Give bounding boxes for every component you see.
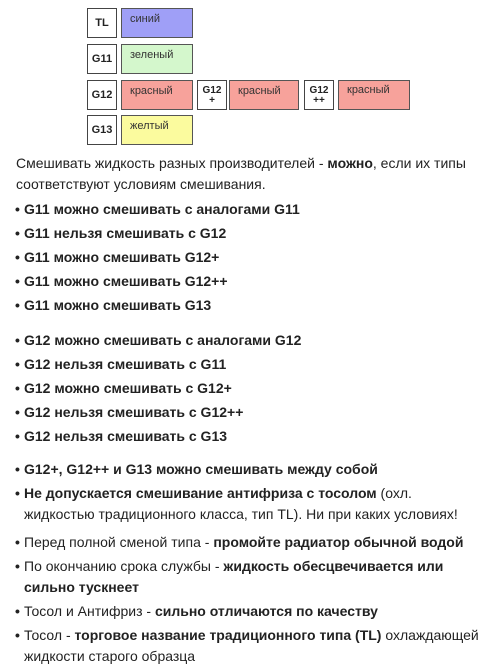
- note-bold: Не допускается смешивание антифриза с тосолом: [24, 485, 377, 501]
- list-item: • G12 можно смешивать с аналогами G12: [16, 328, 484, 352]
- list-item: [16, 625, 484, 667]
- tip-tail: охлаждающей жидкости старого образца: [24, 627, 479, 664]
- tips-list: [16, 532, 484, 667]
- color-swatch-yellow: желтый: [121, 115, 193, 145]
- tag-line-1: G12: [309, 84, 329, 96]
- intro-text: Смешивать жидкость разных производителей -: [16, 155, 328, 171]
- section-gap: [16, 317, 484, 328]
- g11-rules-list: [16, 197, 484, 317]
- tip-text: По окончанию срока службы -: [24, 558, 224, 574]
- tip-bold: сильно отличаются по качеству: [154, 603, 378, 619]
- type-tag-g12-plus-plus: [304, 80, 334, 110]
- coolant-legend: [0, 0, 490, 152]
- tag-line-1: G12: [202, 84, 222, 96]
- color-swatch-red-g12: красный: [121, 80, 193, 110]
- list-item: • G12 нельзя смешивать с G13: [16, 424, 484, 448]
- color-swatch-blue: синий: [121, 8, 193, 38]
- note-bold: G12+, G12++ и G13 можно смешивать между собой: [24, 461, 378, 477]
- list-item: • G12 нельзя смешивать с G12++: [16, 400, 484, 424]
- notes-list: [16, 459, 484, 525]
- tag-line-2: +: [209, 94, 215, 106]
- list-item: [16, 459, 484, 480]
- tip-bold: жидкость обесцвечивается или сильно тускнеет: [24, 558, 444, 595]
- tip-text: Тосол и Антифриз -: [24, 603, 155, 619]
- note-text: (охл. жидкостью традиционного класса, тип TL). Ни при каких условиях!: [24, 485, 458, 522]
- intro-bold: можно: [327, 155, 373, 171]
- intro-paragraph: [16, 153, 484, 195]
- list-item: [16, 556, 484, 598]
- mixing-rules-text: [16, 153, 484, 670]
- list-item: [16, 483, 484, 525]
- tag-line-2: ++: [313, 94, 325, 106]
- list-item: [16, 532, 484, 553]
- color-swatch-green: зеленый: [121, 44, 193, 74]
- list-item: • G11 можно смешивать с аналогами G11: [16, 197, 484, 221]
- tip-text: Тосол -: [24, 627, 75, 643]
- type-tag-g13: G13: [87, 115, 117, 145]
- list-item: • G11 можно смешивать G12+: [16, 245, 484, 269]
- type-tag-g11: G11: [87, 44, 117, 74]
- list-item: • G12 нельзя смешивать с G11: [16, 352, 484, 376]
- type-tag-tl: TL: [87, 8, 117, 38]
- section-gap: [16, 448, 484, 459]
- g12-rules-list: [16, 328, 484, 448]
- tip-text: Перед полной сменой типа -: [24, 534, 214, 550]
- list-item: • G11 нельзя смешивать с G12: [16, 221, 484, 245]
- tip-bold: промойте радиатор обычной водой: [213, 534, 464, 550]
- list-item: • G11 можно смешивать G13: [16, 293, 484, 317]
- color-swatch-red-g12-plus-plus: красный: [338, 80, 410, 110]
- type-tag-g12-plus: [197, 80, 227, 110]
- list-item: • G12 можно смешивать с G12+: [16, 376, 484, 400]
- color-swatch-red-g12-plus: красный: [229, 80, 299, 110]
- list-item: • G11 можно смешивать G12++: [16, 269, 484, 293]
- tip-bold: торговое название традиционного типа (TL): [74, 627, 382, 643]
- list-item: [16, 601, 484, 622]
- intro-text-end: , если их типы соответствуют условиям смешивания.: [16, 155, 466, 192]
- type-tag-g12: G12: [87, 80, 117, 110]
